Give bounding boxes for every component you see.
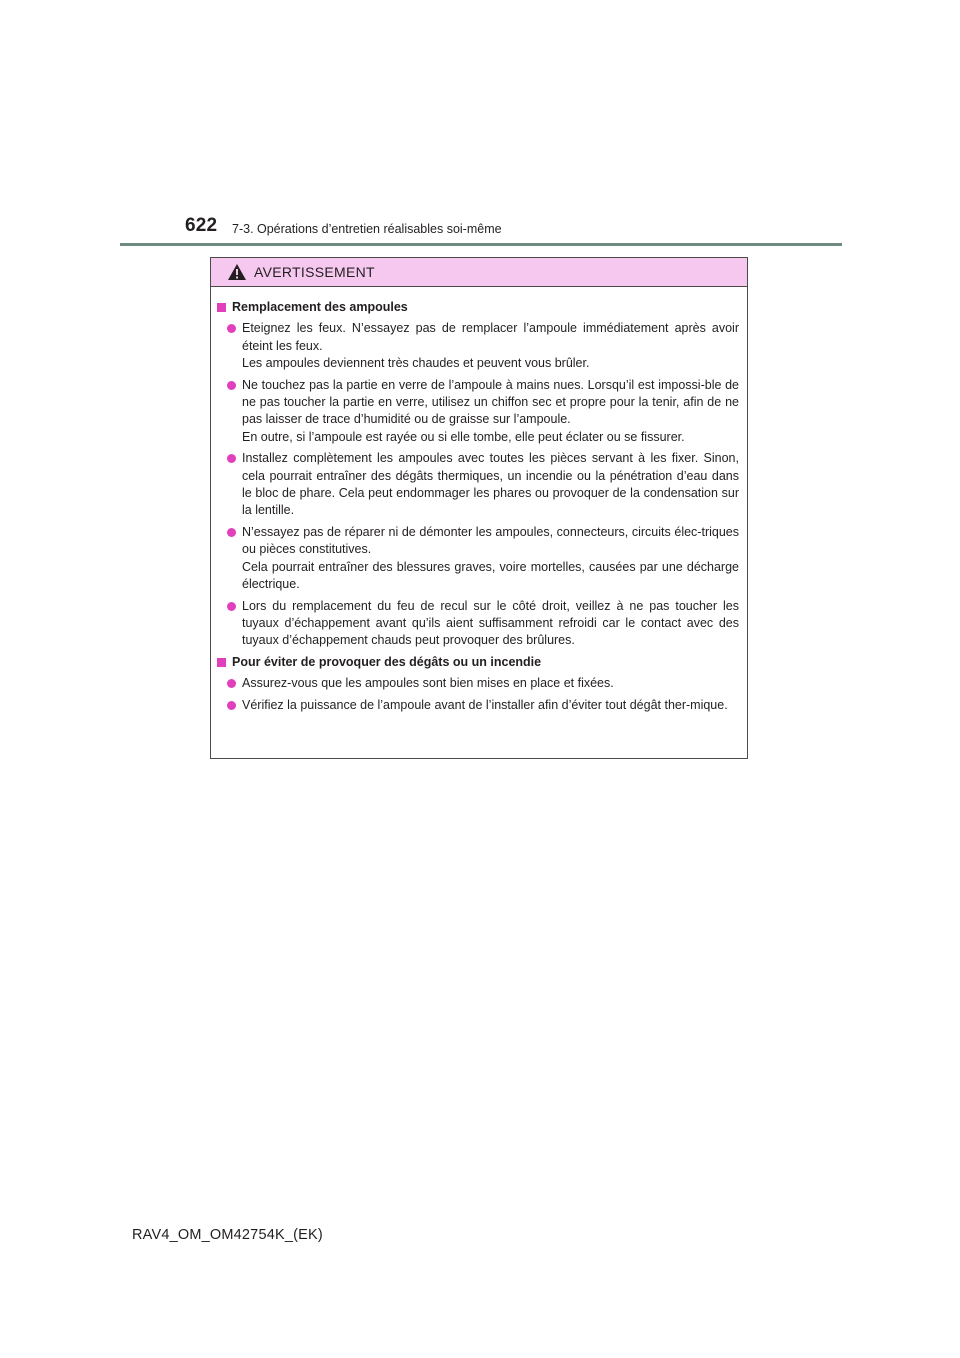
- round-bullet-icon: [227, 701, 236, 710]
- footer-doc-code: RAV4_OM_OM42754K_(EK): [132, 1227, 323, 1243]
- list-item-paragraph: En outre, si l’ampoule est rayée ou si elle tombe, elle peut éclater ou se fissurer.: [242, 429, 685, 444]
- warning-section-heading: [217, 299, 741, 316]
- list-item-text: [242, 598, 739, 650]
- square-bullet-icon: [217, 658, 226, 667]
- list-item-text: [242, 320, 739, 372]
- round-bullet-icon: [227, 381, 236, 390]
- list-item-paragraph: Vérifiez la puissance de l’ampoule avant de l’installer afin d’éviter tout dégât ther-mique.: [242, 697, 728, 712]
- list-item-paragraph: Cela pourrait entraîner des blessures graves, voire mortelles, causées par une décharge électrique.: [242, 559, 739, 592]
- list-item-text: [242, 377, 739, 447]
- warning-box: [210, 257, 748, 759]
- list-item-text: [242, 450, 739, 520]
- warning-header: [211, 258, 747, 287]
- page-number: 622: [185, 215, 218, 236]
- round-bullet-icon: [227, 324, 236, 333]
- round-bullet-icon: [227, 679, 236, 688]
- warning-list-item: [217, 675, 741, 692]
- list-item-paragraph: Eteignez les feux. N’essayez pas de remplacer l’ampoule immédiatement après avoir éteint les feux.: [242, 321, 739, 353]
- warning-list-item: [217, 450, 741, 520]
- warning-triangle-icon: [227, 263, 247, 281]
- warning-list-item: [217, 320, 741, 372]
- list-item-paragraph: Lors du remplacement du feu de recul sur le côté droit, veillez à ne pas toucher les tuyaux d’échappement avant qu’ils aient suffisamment refroidi car le contact avec des tuyaux d’échappement chauds peut provoquer des brûlures.: [242, 598, 739, 648]
- header-rule: [120, 243, 842, 246]
- list-item-text: [242, 697, 739, 714]
- list-item-text: [242, 524, 739, 594]
- round-bullet-icon: [227, 602, 236, 611]
- section-heading-text: Remplacement des ampoules: [232, 300, 408, 314]
- warning-section-heading: [217, 654, 741, 671]
- list-item-paragraph: Ne touchez pas la partie en verre de l’ampoule à mains nues. Lorsqu’il est impossi-ble de ne pas toucher la partie en verre, utilisez un chiffon sec et propre pour la tenir, afin de ne pas laisser de trace d’humidité ou de graisse sur l’ampoule.: [242, 377, 739, 427]
- list-item-text: [242, 675, 739, 692]
- round-bullet-icon: [227, 454, 236, 463]
- section-title: 7-3. Opérations d’entretien réalisables soi-même: [232, 222, 502, 236]
- list-item-paragraph: Installez complètement les ampoules avec toutes les pièces servant à les fixer. Sinon, cela pourrait entraîner des dégâts thermiques, un incendie ou la pénétration d’eau dans le bloc de phare. Cela peut endommager les phares ou provoquer de la condensation sur la lentille.: [242, 451, 739, 518]
- list-item-paragraph: Les ampoules deviennent très chaudes et peuvent vous brûler.: [242, 356, 590, 371]
- warning-list-item: [217, 598, 741, 650]
- square-bullet-icon: [217, 303, 226, 312]
- list-item-paragraph: N’essayez pas de réparer ni de démonter les ampoules, connecteurs, circuits élec-triques ou pièces constitutives.: [242, 524, 739, 557]
- warning-body: [211, 287, 747, 714]
- section-heading-text: Pour éviter de provoquer des dégâts ou un incendie: [232, 654, 542, 669]
- warning-list-item: [217, 697, 741, 714]
- warning-title: AVERTISSEMENT: [254, 264, 375, 280]
- warning-list-item: [217, 524, 741, 594]
- list-item-paragraph: Assurez-vous que les ampoules sont bien mises en place et fixées.: [242, 676, 614, 691]
- round-bullet-icon: [227, 528, 236, 537]
- warning-list-item: [217, 377, 741, 447]
